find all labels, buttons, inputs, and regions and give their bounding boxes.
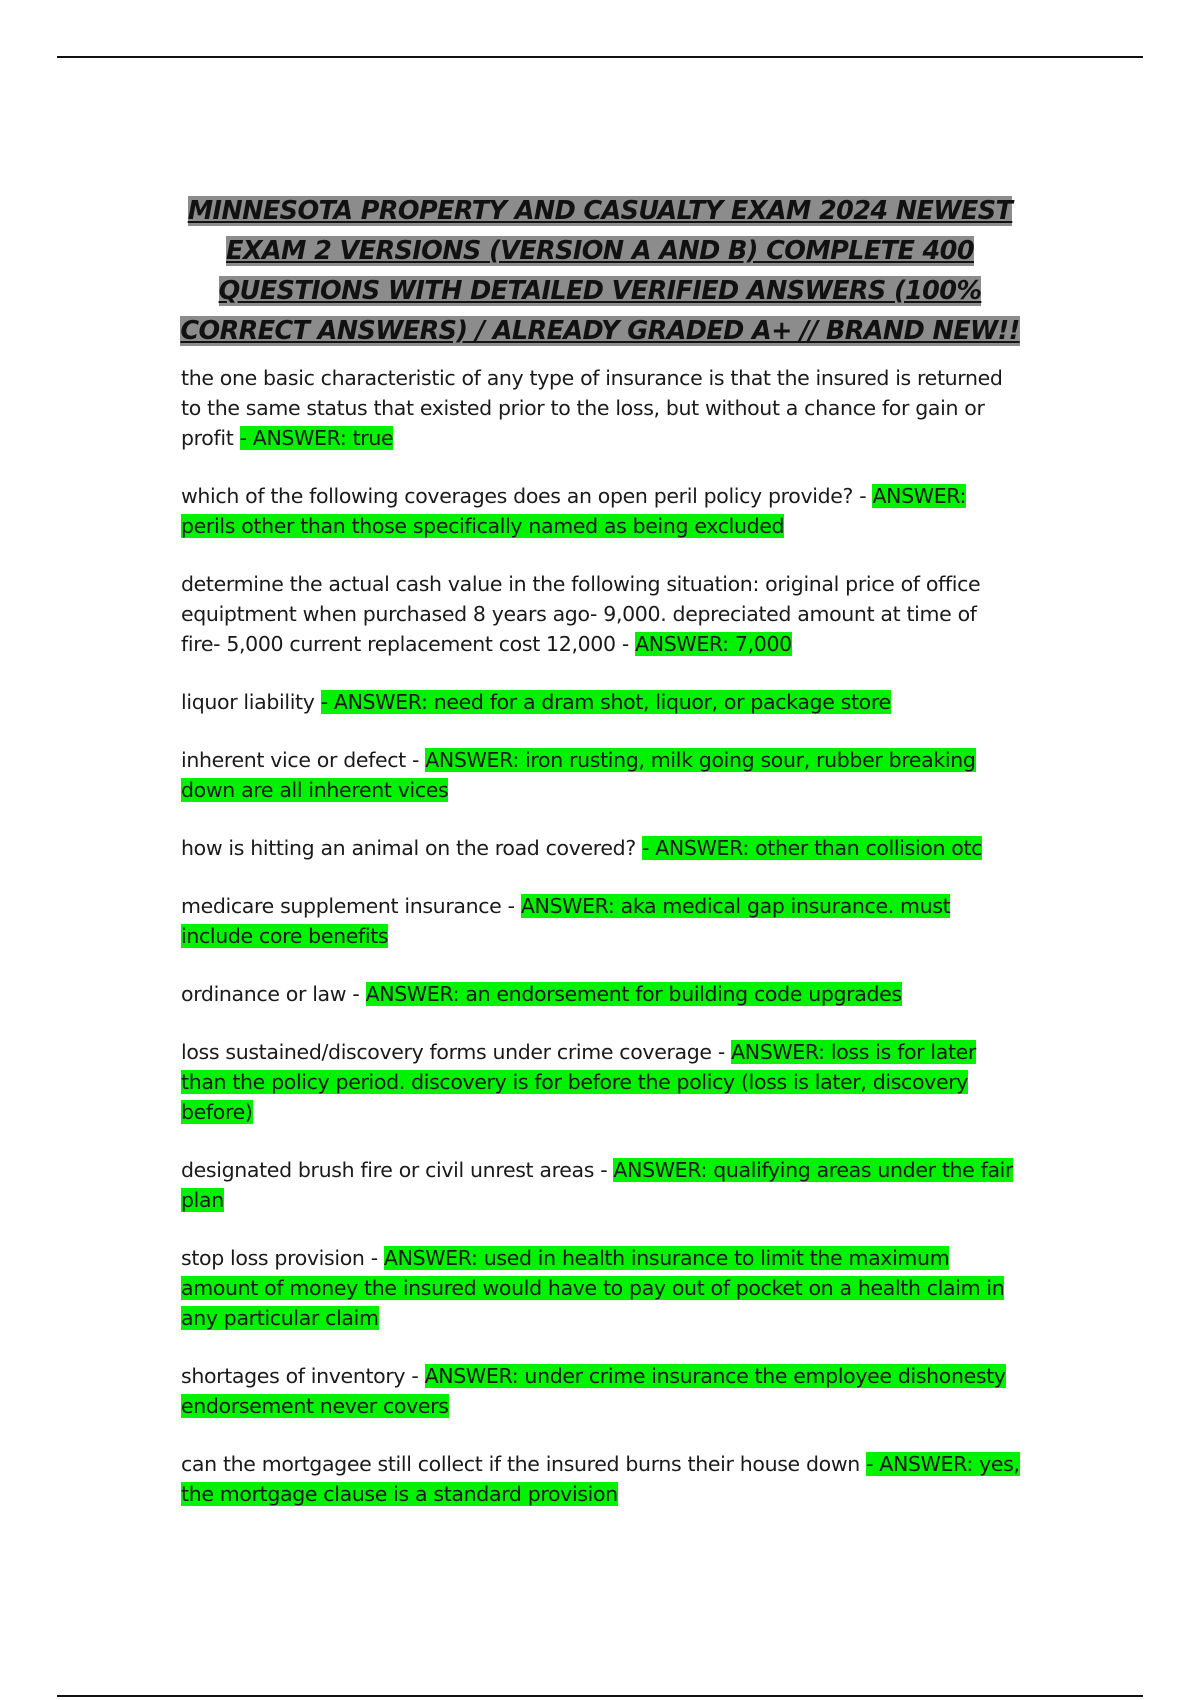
answer-text: - ANSWER: yes, the mortgage clause is a standard provision	[181, 1452, 1020, 1506]
question-text: can the mortgagee still collect if the insured burns their house down	[181, 1452, 867, 1476]
answer-text: ANSWER: aka medical gap insurance. must include core benefits	[181, 894, 951, 948]
header-rule	[57, 56, 1143, 58]
qa-item	[181, 891, 1021, 951]
answer-text: ANSWER: iron rusting, milk going sour, rubber breaking down are all inherent vices	[181, 748, 976, 802]
answer-text: ANSWER: under crime insurance the employee dishonesty endorsement never covers	[181, 1364, 1006, 1418]
qa-item	[181, 1155, 1021, 1215]
qa-item	[181, 481, 1021, 541]
answer-text: ANSWER: 7,000	[635, 632, 792, 656]
answer-text: ANSWER: an endorsement for building code upgrades	[365, 982, 902, 1006]
question-text: determine the actual cash value in the following situation: original price of office equiptment when purchased 8 years ago- 9,000. depreciated amount at time of fire- 5,000 current replacement cost 12,000 -	[181, 572, 981, 656]
answer-text: ANSWER: used in health insurance to limit the maximum amount of money the insured would have to pay out of pocket on a health claim in any particular claim	[181, 1246, 1005, 1330]
document-title-text: MINNESOTA PROPERTY AND CASUALTY EXAM 2024 NEWEST EXAM 2 VERSIONS (VERSION A AND B) COMPLETE 400 QUESTIONS WITH DETAILED VERIFIED ANSWERS (100% CORRECT ANSWERS) / ALREADY GRADED A+ // BRAND NEW!!	[180, 196, 1020, 347]
answer-text: ANSWER: perils other than those specifically named as being excluded	[181, 484, 967, 538]
question-text: shortages of inventory -	[181, 1364, 425, 1388]
question-text: the one basic characteristic of any type of insurance is that the insured is returned to the same status that existed prior to the loss, but without a chance for gain or profit	[181, 366, 1003, 450]
qa-item	[181, 1037, 1021, 1127]
question-text: how is hitting an animal on the road covered?	[181, 836, 643, 860]
answer-text: - ANSWER: need for a dram shot, liquor, or package store	[320, 690, 891, 714]
question-text: medicare supplement insurance -	[181, 894, 521, 918]
question-text: which of the following coverages does an open peril policy provide? -	[181, 484, 873, 508]
qa-item	[181, 1361, 1021, 1421]
question-text: inherent vice or defect -	[181, 748, 426, 772]
qa-item	[181, 687, 1021, 717]
question-text: designated brush fire or civil unrest areas -	[181, 1158, 614, 1182]
qa-item	[181, 363, 1021, 453]
qa-list	[181, 363, 1021, 1537]
qa-item	[181, 833, 1021, 863]
qa-item	[181, 1449, 1021, 1509]
question-text: ordinance or law -	[181, 982, 366, 1006]
answer-text: ANSWER: qualifying areas under the fair plan	[181, 1158, 1014, 1212]
answer-text: - ANSWER: true	[239, 426, 394, 450]
document-title	[180, 191, 1020, 351]
question-text: liquor liability	[181, 690, 321, 714]
qa-item	[181, 1243, 1021, 1333]
footer-rule	[57, 1695, 1143, 1697]
qa-item	[181, 745, 1021, 805]
question-text: loss sustained/discovery forms under crime coverage -	[181, 1040, 732, 1064]
qa-item	[181, 979, 1021, 1009]
question-text: stop loss provision -	[181, 1246, 384, 1270]
answer-text: ANSWER: loss is for later than the policy period. discovery is for before the policy (loss is later, discovery before)	[181, 1040, 976, 1124]
qa-item	[181, 569, 1021, 659]
answer-text: - ANSWER: other than collision otc	[642, 836, 983, 860]
